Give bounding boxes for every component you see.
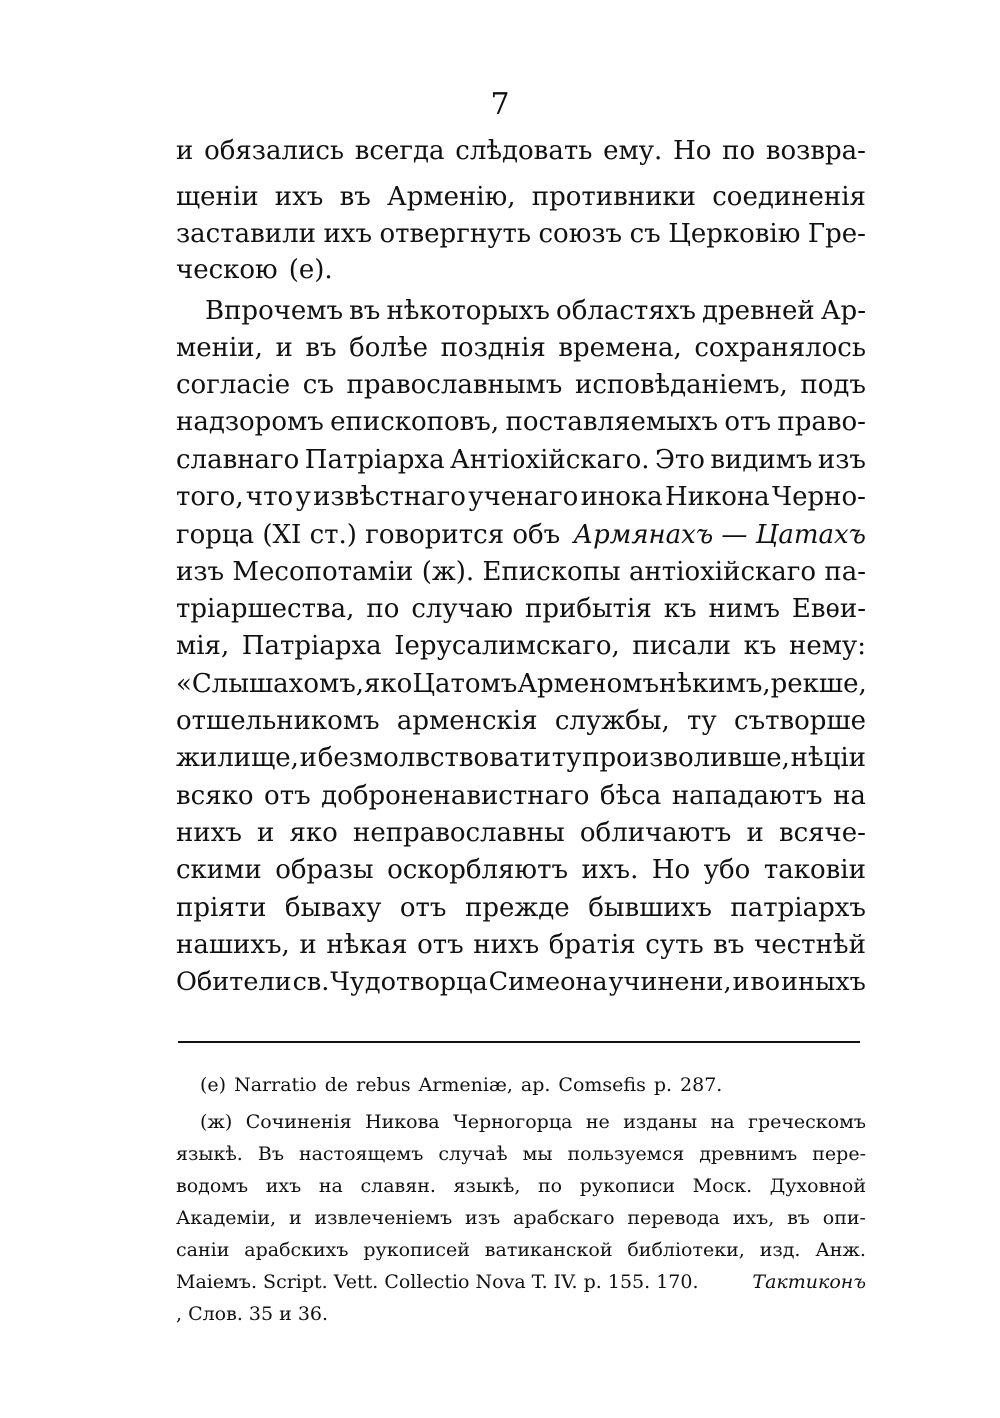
word: славнаго bbox=[176, 445, 300, 475]
word: всегда bbox=[354, 136, 445, 166]
word: времена, bbox=[558, 333, 682, 363]
word: исповѣданіемъ, bbox=[574, 370, 788, 400]
text-line bbox=[176, 738, 866, 778]
word: скими bbox=[176, 855, 262, 885]
page-number: 7 bbox=[490, 87, 510, 122]
word: ученаго bbox=[468, 482, 579, 512]
word: языкѣ. bbox=[176, 1143, 243, 1165]
word: отшельникомъ bbox=[176, 706, 380, 736]
footnote-line bbox=[176, 1202, 866, 1234]
footnote-line bbox=[176, 1298, 866, 1330]
text-line bbox=[176, 177, 866, 217]
word: отъ bbox=[399, 893, 447, 923]
word: нападаютъ bbox=[671, 781, 823, 811]
word: ту bbox=[687, 706, 717, 736]
word: обличаютъ bbox=[579, 818, 732, 848]
word: къ bbox=[743, 631, 777, 661]
word: произволивше, bbox=[582, 743, 790, 773]
word: таковіи bbox=[763, 855, 866, 885]
word: видимъ bbox=[710, 445, 813, 475]
text-line bbox=[176, 888, 866, 928]
text-line bbox=[176, 402, 866, 442]
word: Духовной bbox=[769, 1175, 866, 1197]
word: всяче- bbox=[778, 818, 866, 848]
word: областяхъ bbox=[556, 296, 696, 326]
word: бываху bbox=[284, 893, 382, 923]
word: нашихъ, bbox=[176, 930, 290, 960]
word: рукописи bbox=[579, 1175, 676, 1197]
word: Церковію bbox=[668, 219, 801, 249]
word: перевода bbox=[627, 1207, 720, 1229]
word: по bbox=[538, 1175, 563, 1197]
word: соединенія bbox=[712, 182, 866, 212]
text-line bbox=[176, 850, 866, 890]
text-line bbox=[176, 477, 866, 517]
word: Арменію, bbox=[387, 182, 516, 212]
text-line bbox=[176, 515, 866, 555]
word: надзоромъ bbox=[176, 407, 324, 437]
word: въ bbox=[787, 1207, 810, 1229]
word: пере- bbox=[812, 1143, 866, 1165]
footnote-segment: Маіемъ. Script. Vett. Collectio Nova T. IV. p. 155. 170. bbox=[176, 1271, 699, 1293]
word: не bbox=[585, 1111, 610, 1133]
word: и bbox=[257, 818, 275, 848]
text-line bbox=[176, 365, 866, 405]
word: библіотеки, bbox=[627, 1239, 745, 1261]
footnote-line bbox=[200, 1106, 866, 1138]
word: антіохійскаго bbox=[628, 557, 817, 587]
word: арабскихъ bbox=[244, 1239, 349, 1261]
footnote-segment: , Слов. 35 и 36. bbox=[176, 1303, 329, 1325]
word: Симеона bbox=[488, 967, 608, 997]
word: въ bbox=[713, 930, 745, 960]
italic-footnote-segment: Тактиконъ bbox=[752, 1271, 866, 1293]
word: славян. bbox=[360, 1175, 436, 1197]
word: отъ bbox=[724, 407, 771, 437]
word: ему. bbox=[603, 136, 663, 166]
text-line bbox=[176, 962, 866, 1002]
word: (е). bbox=[288, 255, 333, 285]
word: св. bbox=[292, 967, 330, 997]
word: ту bbox=[551, 743, 582, 773]
word: Академіи, bbox=[176, 1207, 277, 1229]
word: суть bbox=[645, 930, 704, 960]
word: и bbox=[288, 1207, 302, 1229]
word: (ж). bbox=[421, 557, 475, 587]
word: въ bbox=[305, 333, 337, 363]
word: изъ bbox=[465, 1207, 501, 1229]
word: во bbox=[750, 967, 781, 997]
word: учинени, bbox=[608, 967, 732, 997]
word: Патріарха bbox=[304, 445, 445, 475]
word: rebus bbox=[356, 1074, 411, 1096]
word: неправославны bbox=[353, 818, 565, 848]
word: ихъ bbox=[265, 1175, 302, 1197]
word: изъ bbox=[176, 557, 225, 587]
word: ихъ bbox=[274, 182, 324, 212]
word: древней bbox=[702, 296, 815, 326]
word: по bbox=[366, 594, 400, 624]
word: Патріарха bbox=[241, 631, 382, 661]
word: Цатомъ bbox=[412, 669, 518, 699]
text-line bbox=[176, 440, 866, 480]
text-line bbox=[176, 552, 866, 592]
word: p. bbox=[653, 1074, 673, 1096]
word: отъ bbox=[417, 930, 464, 960]
word: Это bbox=[655, 445, 705, 475]
word: Обители bbox=[176, 967, 292, 997]
word: случаѣ bbox=[438, 1143, 508, 1165]
word: Ар- bbox=[820, 296, 866, 326]
text-line bbox=[205, 291, 866, 331]
word: нимъ bbox=[708, 594, 780, 624]
word: того, bbox=[176, 482, 244, 512]
word: и bbox=[299, 743, 317, 773]
word: сохранялось bbox=[694, 333, 866, 363]
text-segment: горца (XI ст.) говорится объ bbox=[176, 520, 561, 550]
word: къ bbox=[663, 594, 697, 624]
word: Впрочемъ bbox=[205, 296, 344, 326]
word: прежде bbox=[465, 893, 570, 923]
word: честнѣй bbox=[754, 930, 866, 960]
word: Евѳи- bbox=[791, 594, 866, 624]
word: Арменомъ bbox=[517, 669, 660, 699]
word: Но bbox=[651, 855, 691, 885]
word: ap. bbox=[520, 1074, 551, 1096]
word: инока bbox=[580, 482, 663, 512]
word: «Слышахомъ, bbox=[176, 669, 365, 699]
text-line bbox=[176, 813, 866, 853]
word: ихъ. bbox=[581, 855, 639, 885]
word: ческою bbox=[176, 255, 278, 285]
text-line bbox=[176, 664, 866, 704]
word: Narratio bbox=[234, 1074, 317, 1096]
word: Въ bbox=[257, 1143, 284, 1165]
word: Гре- bbox=[807, 219, 866, 249]
word: случаю bbox=[411, 594, 514, 624]
word: на bbox=[318, 1175, 343, 1197]
word: па- bbox=[824, 557, 866, 587]
word: языкѣ, bbox=[453, 1175, 521, 1197]
word: нѣкоторыхъ bbox=[386, 296, 550, 326]
word: иныхъ bbox=[781, 967, 866, 997]
word: православнымъ bbox=[346, 370, 563, 400]
word: меніи, bbox=[176, 333, 263, 363]
word: Антіохійскаго. bbox=[450, 445, 650, 475]
word: оскорбляютъ bbox=[387, 855, 568, 885]
word: поставляемыхъ bbox=[505, 407, 718, 437]
footnote-line bbox=[176, 1266, 866, 1298]
word: Моск. bbox=[692, 1175, 753, 1197]
word: Comsefis bbox=[558, 1074, 646, 1096]
word: нихъ bbox=[176, 818, 242, 848]
word: 287. bbox=[680, 1074, 723, 1096]
word: позднія bbox=[440, 333, 546, 363]
text-line bbox=[176, 925, 866, 965]
word: (ж) bbox=[200, 1111, 233, 1133]
word: сътворше bbox=[734, 706, 866, 736]
word: ватиканской bbox=[484, 1239, 613, 1261]
word: пріяти bbox=[176, 893, 267, 923]
word: службы, bbox=[554, 706, 670, 736]
word: подъ bbox=[800, 370, 866, 400]
word: въ bbox=[349, 296, 381, 326]
word: согласіе bbox=[176, 370, 291, 400]
word: обязались bbox=[204, 136, 345, 166]
word: и bbox=[299, 930, 317, 960]
word: союзъ bbox=[538, 219, 623, 249]
text-line bbox=[176, 776, 866, 816]
footnote-separator bbox=[178, 1041, 860, 1043]
word: ихъ, bbox=[732, 1207, 775, 1229]
footnote-line bbox=[176, 1138, 866, 1170]
word: по bbox=[722, 136, 756, 166]
word: отвергнуть bbox=[379, 219, 531, 249]
word: Черно- bbox=[772, 482, 866, 512]
word: нѣкая bbox=[326, 930, 408, 960]
word: нему: bbox=[788, 631, 866, 661]
word: и bbox=[176, 136, 194, 166]
word: братія bbox=[548, 930, 636, 960]
word: на bbox=[833, 781, 866, 811]
word: арабскаго bbox=[513, 1207, 615, 1229]
word: мы bbox=[522, 1143, 553, 1165]
text-line bbox=[176, 626, 866, 666]
word: заставили bbox=[176, 219, 316, 249]
word: изъ bbox=[817, 445, 866, 475]
word: извлеченіемъ bbox=[314, 1207, 453, 1229]
word: всяко bbox=[176, 781, 254, 811]
footnote-line bbox=[200, 1069, 866, 1101]
text-line bbox=[176, 589, 866, 629]
word: бѣса bbox=[599, 781, 662, 811]
word: отъ bbox=[264, 781, 311, 811]
word: пользуемся bbox=[567, 1143, 685, 1165]
word: болѣе bbox=[349, 333, 429, 363]
word: убо bbox=[703, 855, 751, 885]
word: бывшихъ bbox=[588, 893, 712, 923]
word: съ bbox=[302, 370, 334, 400]
text-line bbox=[176, 131, 866, 171]
word: слѣдовать bbox=[455, 136, 593, 166]
footnote-line bbox=[176, 1170, 866, 1202]
word: возвра- bbox=[765, 136, 866, 166]
word: греческомъ bbox=[747, 1111, 866, 1133]
word: de bbox=[324, 1074, 349, 1096]
word: Никона bbox=[664, 482, 770, 512]
word: арменскія bbox=[396, 706, 538, 736]
word: и bbox=[732, 967, 750, 997]
word: Месопотаміи bbox=[232, 557, 414, 587]
word: древнимъ bbox=[699, 1143, 798, 1165]
word: Никова bbox=[365, 1111, 440, 1133]
word: извѣстнаго bbox=[313, 482, 466, 512]
word: безмолвствовати bbox=[317, 743, 552, 773]
word: жилище, bbox=[176, 743, 299, 773]
word: Но bbox=[673, 136, 712, 166]
word: Епископы bbox=[482, 557, 621, 587]
word: Чудотворца bbox=[330, 967, 488, 997]
word: яко bbox=[289, 818, 338, 848]
word: настоящемъ bbox=[298, 1143, 424, 1165]
word: доброненавистнаго bbox=[321, 781, 590, 811]
word: изд. bbox=[759, 1239, 801, 1261]
word: и bbox=[746, 818, 764, 848]
word: ихъ bbox=[323, 219, 372, 249]
word: рекше, bbox=[770, 669, 867, 699]
word: на bbox=[710, 1111, 735, 1133]
word: образы bbox=[275, 855, 374, 885]
word: тріаршества, bbox=[176, 594, 355, 624]
word: Сочиненія bbox=[245, 1111, 352, 1133]
word: опи- bbox=[822, 1207, 866, 1229]
word: въ bbox=[339, 182, 371, 212]
word: Анж. bbox=[815, 1239, 866, 1261]
text-line bbox=[176, 250, 866, 290]
word: патріархъ bbox=[730, 893, 866, 923]
word: водомъ bbox=[176, 1175, 249, 1197]
word: нѣціи bbox=[790, 743, 866, 773]
word: что bbox=[245, 482, 294, 512]
text-line bbox=[176, 214, 866, 254]
word: нихъ bbox=[473, 930, 540, 960]
word: Armeniæ, bbox=[418, 1074, 513, 1096]
word: щеніи bbox=[176, 182, 259, 212]
word: изданы bbox=[623, 1111, 698, 1133]
word: у bbox=[295, 482, 311, 512]
italic-text-segment: Армянахъ — Цатахъ bbox=[573, 520, 866, 550]
word: (е) bbox=[200, 1074, 227, 1096]
word: писали bbox=[632, 631, 731, 661]
word: съ bbox=[629, 219, 661, 249]
word: епископовъ, bbox=[330, 407, 500, 437]
word: рукописей bbox=[363, 1239, 470, 1261]
word: противники bbox=[531, 182, 696, 212]
word: Іерусалимскаго, bbox=[394, 631, 620, 661]
word: нѣкимъ, bbox=[659, 669, 771, 699]
word: и bbox=[275, 333, 293, 363]
word: мія, bbox=[176, 631, 230, 661]
word: прибытія bbox=[525, 594, 652, 624]
word: яко bbox=[364, 669, 413, 699]
word: Черногорца bbox=[453, 1111, 573, 1133]
text-line bbox=[176, 328, 866, 368]
word: право- bbox=[777, 407, 866, 437]
text-line bbox=[176, 701, 866, 741]
footnote-line bbox=[176, 1234, 866, 1266]
word: саніи bbox=[176, 1239, 230, 1261]
